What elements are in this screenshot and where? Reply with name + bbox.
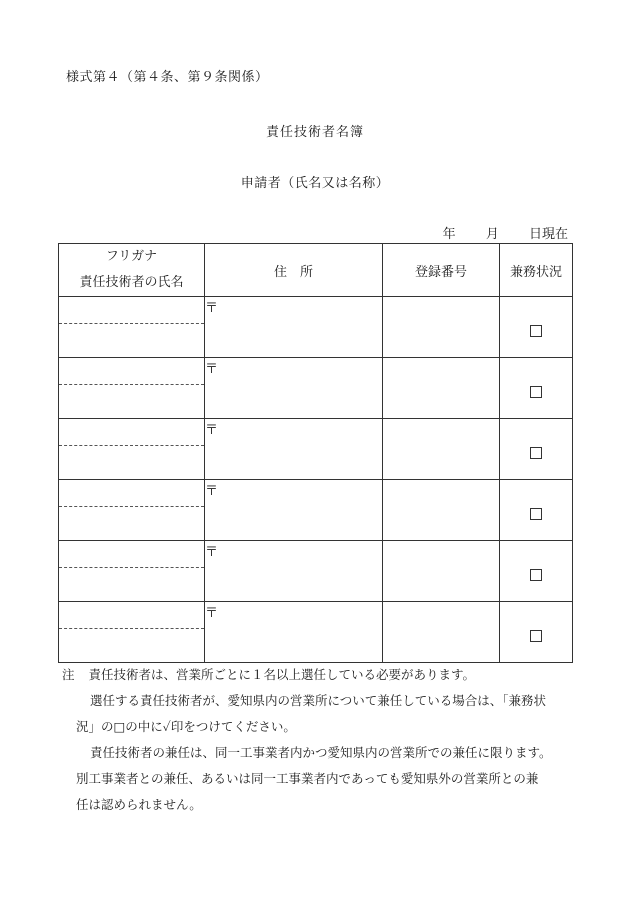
concurrent-checkbox[interactable] [530, 447, 542, 459]
technician-name-field[interactable] [59, 324, 204, 357]
note-label: 注 [62, 667, 75, 682]
date-line [443, 223, 568, 242]
note-2-line-a: 選任する責任技術者が、愛知県内の営業所について兼任している場合は、「兼務状 [90, 693, 547, 708]
furigana-field[interactable] [59, 297, 204, 324]
table-row [59, 602, 573, 663]
notes-section [62, 662, 576, 818]
header-technician-name-label: 責任技術者の氏名 [79, 275, 184, 290]
registration-number-cell[interactable] [383, 297, 500, 358]
address-cell[interactable] [205, 541, 383, 602]
header-registration-column: 登録番号 [383, 244, 500, 297]
table-row [59, 541, 573, 602]
table-row [59, 480, 573, 541]
note-3-line-b: 別工事業者との兼任、あるいは同一工事業者内であっても愛知県外の営業所との兼 [76, 771, 539, 786]
concurrent-checkbox[interactable] [530, 569, 542, 581]
registration-number-cell[interactable] [383, 419, 500, 480]
postal-mark: 〒 [205, 545, 219, 560]
concurrent-checkbox[interactable] [530, 325, 542, 337]
postal-mark: 〒 [205, 606, 219, 621]
date-month-label: 月 [485, 227, 499, 242]
applicant-label: 申請者（氏名又は名称） [240, 176, 390, 191]
note-3-line-c: 任は認められません。 [76, 797, 202, 812]
postal-mark: 〒 [205, 484, 219, 499]
concurrent-status-cell [500, 602, 573, 663]
registration-number-cell[interactable] [383, 480, 500, 541]
header-address-column: 住 所 [205, 244, 383, 297]
concurrent-status-cell [500, 480, 573, 541]
technician-name-field[interactable] [59, 507, 204, 540]
concurrent-checkbox[interactable] [530, 386, 542, 398]
address-cell[interactable] [205, 602, 383, 663]
table-row [59, 358, 573, 419]
furigana-field[interactable] [59, 541, 204, 568]
note-2-line-b: 況」の□の中に✓印をつけてください。 [76, 719, 296, 734]
table-row [59, 419, 573, 480]
concurrent-checkbox[interactable] [530, 630, 542, 642]
furigana-field[interactable] [59, 358, 204, 385]
header-status-column: 兼務状況 [500, 244, 573, 297]
technician-name-field[interactable] [59, 385, 204, 418]
address-cell[interactable] [205, 358, 383, 419]
technician-roster-table [58, 243, 573, 663]
registration-number-cell[interactable] [383, 358, 500, 419]
furigana-field[interactable] [59, 602, 204, 629]
concurrent-status-cell [500, 419, 573, 480]
date-day-label: 日現在 [528, 227, 568, 242]
registration-number-cell[interactable] [383, 602, 500, 663]
table-header-row [59, 244, 573, 297]
name-cell [59, 602, 205, 663]
table-row [59, 297, 573, 358]
name-cell [59, 358, 205, 419]
concurrent-status-cell [500, 541, 573, 602]
note-1-text: 責任技術者は、営業所ごとに１名以上選任している必要があります。 [88, 667, 476, 682]
postal-mark: 〒 [205, 423, 219, 438]
address-cell[interactable] [205, 480, 383, 541]
header-name-column [59, 244, 205, 297]
page-title: 責任技術者名簿 [265, 125, 364, 140]
furigana-field[interactable] [59, 419, 204, 446]
registration-number-cell[interactable] [383, 541, 500, 602]
address-cell[interactable] [205, 297, 383, 358]
header-furigana-label: フリガナ [105, 249, 158, 264]
concurrent-checkbox[interactable] [530, 508, 542, 520]
concurrent-status-cell [500, 358, 573, 419]
address-cell[interactable] [205, 419, 383, 480]
name-cell [59, 480, 205, 541]
postal-mark: 〒 [205, 362, 219, 377]
furigana-field[interactable] [59, 480, 204, 507]
technician-name-field[interactable] [59, 446, 204, 479]
date-year-label: 年 [442, 227, 456, 242]
concurrent-status-cell [500, 297, 573, 358]
technician-name-field[interactable] [59, 568, 204, 601]
name-cell [59, 419, 205, 480]
note-1 [62, 662, 576, 688]
technician-name-field[interactable] [59, 629, 204, 662]
form-number: 様式第４（第４条、第９条関係） [66, 70, 269, 85]
postal-mark: 〒 [205, 301, 219, 316]
name-cell [59, 541, 205, 602]
name-cell [59, 297, 205, 358]
note-3-line-a: 責任技術者の兼任は、同一工事業者内かつ愛知県内の営業所での兼任に限ります。 [90, 745, 552, 760]
